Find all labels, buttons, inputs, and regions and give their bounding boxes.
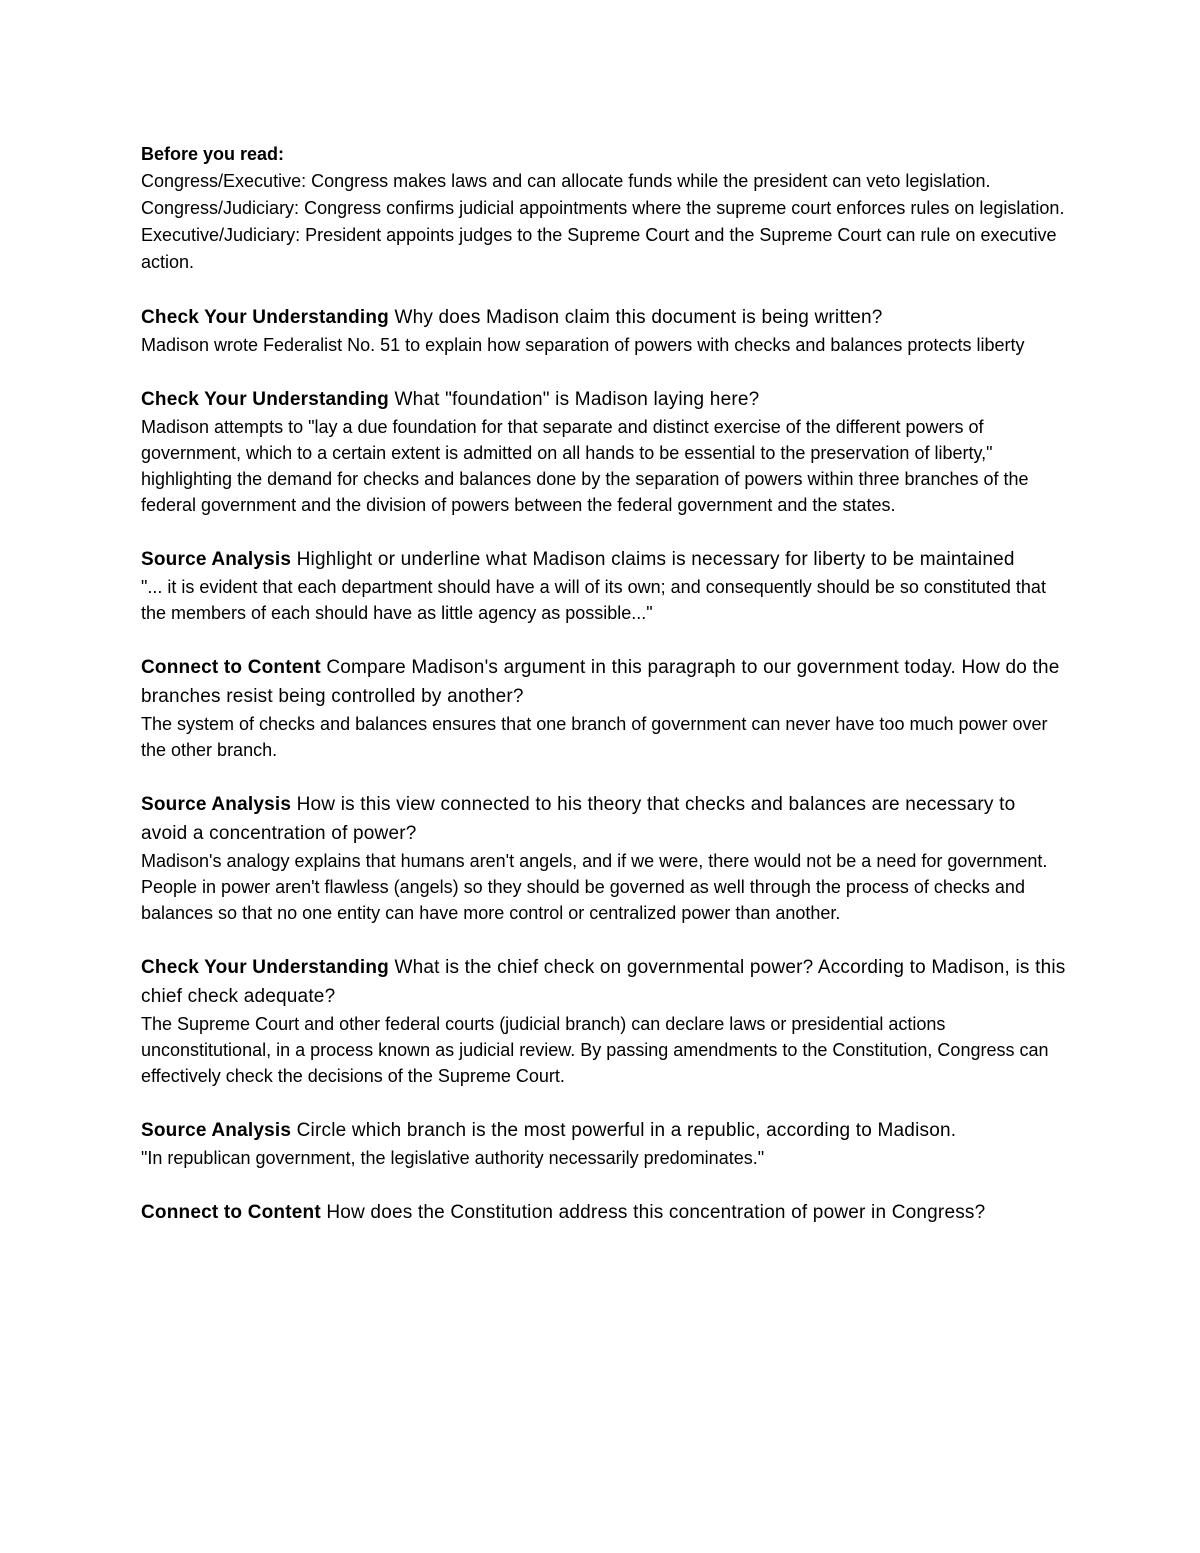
question-label: Connect to Content xyxy=(141,1202,321,1223)
question-text: What is the chief check on governmental power? According to Madison, is this chief check adequate? xyxy=(141,957,1066,1007)
question-prompt xyxy=(141,545,1066,574)
document-page xyxy=(141,140,1066,1254)
answer-text: Madison's analogy explains that humans aren't angels, and if we were, there would not be a need for government. People in power aren't flawless (angels) so they should be governed as well through the process of checks and balances so that no one entity can have more control or centralized power than another. xyxy=(141,851,1048,923)
question-block-8 xyxy=(141,1198,1066,1227)
question-label: Check Your Understanding xyxy=(141,307,389,328)
question-prompt xyxy=(141,653,1066,711)
congress-judiciary-line: Congress/Judiciary: Congress confirms judicial appointments where the supreme court enforces rules on legislation. xyxy=(141,198,1065,218)
question-label: Source Analysis xyxy=(141,794,292,815)
answer-text: "... it is evident that each department should have a will of its own; and consequently should be so constituted that the members of each should have as little agency as possible..." xyxy=(141,577,1046,623)
question-block-6 xyxy=(141,953,1066,1089)
answer-text: Madison wrote Federalist No. 51 to explain how separation of powers with checks and balances protects liberty xyxy=(141,335,1025,355)
question-prompt xyxy=(141,1198,1066,1227)
question-label: Connect to Content xyxy=(141,657,321,678)
question-block-3 xyxy=(141,545,1066,626)
before-you-read-section xyxy=(141,140,1066,276)
question-text: Highlight or underline what Madison claims is necessary for liberty to be maintained xyxy=(291,549,1015,570)
executive-judiciary-line: Executive/Judiciary: President appoints judges to the Supreme Court and the Supreme Court can rule on executive action. xyxy=(141,225,1057,272)
question-block-5 xyxy=(141,790,1066,926)
question-text: What "foundation" is Madison laying here? xyxy=(388,389,760,410)
answer-text: "In republican government, the legislative authority necessarily predominates." xyxy=(141,1148,765,1168)
question-block-7 xyxy=(141,1116,1066,1171)
question-block-1 xyxy=(141,303,1066,358)
answer-text: The Supreme Court and other federal courts (judicial branch) can declare laws or presidential actions unconstitutional, in a process known as judicial review. By passing amendments to the Constitution, Congress can effectively check the decisions of the Supreme Court. xyxy=(141,1014,1049,1086)
question-block-2 xyxy=(141,385,1066,518)
question-text: Why does Madison claim this document is being written? xyxy=(388,307,883,328)
question-prompt xyxy=(141,303,1066,332)
question-label: Source Analysis xyxy=(141,549,292,570)
question-prompt xyxy=(141,1116,1066,1145)
question-label: Source Analysis xyxy=(141,1120,292,1141)
question-prompt xyxy=(141,385,1066,414)
congress-executive-line: Congress/Executive: Congress makes laws and can allocate funds while the president can veto legislation. xyxy=(141,171,991,191)
answer-text: Madison attempts to "lay a due foundation for that separate and distinct exercise of the different powers of government, which to a certain extent is admitted on all hands to be essential to the preservation of liberty," highlighting the demand for checks and balances done by the separation of powers within three branches of the federal government and the division of powers between the federal government and the states. xyxy=(141,417,1029,515)
answer-text: The system of checks and balances ensures that one branch of government can never have too much power over the other branch. xyxy=(141,714,1048,760)
question-prompt xyxy=(141,953,1066,1011)
before-you-read-heading: Before you read: xyxy=(141,144,285,164)
question-label: Check Your Understanding xyxy=(141,957,389,978)
question-block-4 xyxy=(141,653,1066,763)
question-label: Check Your Understanding xyxy=(141,389,389,410)
question-text: Compare Madison's argument in this paragraph to our government today. How do the branches resist being controlled by another? xyxy=(141,657,1060,707)
question-text: How does the Constitution address this concentration of power in Congress? xyxy=(320,1202,986,1223)
question-text: Circle which branch is the most powerful in a republic, according to Madison. xyxy=(291,1120,957,1141)
question-prompt xyxy=(141,790,1066,848)
question-text: How is this view connected to his theory that checks and balances are necessary to avoid a concentration of power? xyxy=(141,794,1016,844)
